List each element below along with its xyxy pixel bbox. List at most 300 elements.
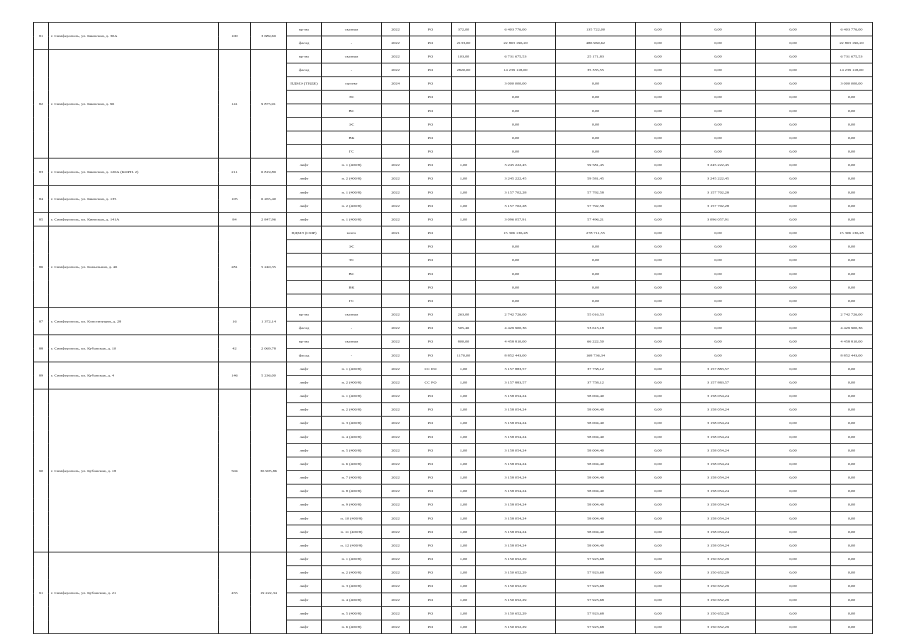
work-detail-cell: ВК bbox=[322, 280, 382, 294]
work-type-cell: лифт bbox=[287, 376, 322, 390]
fund-b-cell: 3 158 054,24 bbox=[681, 471, 756, 485]
total-cost-cell: 3 150 652,29 bbox=[476, 552, 556, 566]
fund-d-cell: 0,00 bbox=[831, 498, 873, 512]
work-detail-cell: п. 2 (400/8) bbox=[322, 403, 382, 417]
fund-b-cell: 0,00 bbox=[681, 253, 756, 267]
work-type-cell: кр-ма bbox=[287, 308, 322, 322]
fund-c-cell: 0,00 bbox=[756, 104, 831, 118]
volume-cell: 1,00 bbox=[452, 443, 476, 457]
address-cell: г. Симферополь, ул. Конституции, д. 28 bbox=[49, 308, 219, 335]
total-area: 3 689,69 bbox=[251, 22, 287, 49]
work-detail-cell: ГС bbox=[322, 294, 382, 308]
work-detail-cell: ВК bbox=[322, 131, 382, 145]
funding-source-cell: РО bbox=[410, 593, 452, 607]
fund-b-cell: 3 245 222,45 bbox=[681, 158, 756, 172]
year-cell: 2022 bbox=[382, 525, 410, 539]
volume-cell: 1,00 bbox=[452, 457, 476, 471]
total-cost-cell: 0,00 bbox=[476, 131, 556, 145]
cost-per-unit-cell: 135 722,00 bbox=[556, 22, 636, 36]
fund-a-cell: 0,00 bbox=[636, 294, 681, 308]
funding-source-cell: РО bbox=[410, 63, 452, 77]
fund-d-cell: 6 731 675,53 bbox=[831, 50, 873, 64]
year-cell: 2022 bbox=[382, 348, 410, 362]
year-cell bbox=[382, 267, 410, 281]
volume-cell: 2820,00 bbox=[452, 63, 476, 77]
year-cell: 2022 bbox=[382, 362, 410, 376]
total-cost-cell: 0,00 bbox=[476, 294, 556, 308]
fund-d-cell: 0,00 bbox=[831, 376, 873, 390]
year-cell: 2022 bbox=[382, 471, 410, 485]
volume-cell: 1,00 bbox=[452, 430, 476, 444]
work-type-cell: лифт bbox=[287, 362, 322, 376]
cost-per-unit-cell: 57 923,68 bbox=[556, 552, 636, 566]
volume-cell: 1,00 bbox=[452, 403, 476, 417]
total-cost-cell: 3 150 652,29 bbox=[476, 606, 556, 620]
work-type-cell: лифт bbox=[287, 430, 322, 444]
work-detail-cell: п. 5 (400/8) bbox=[322, 606, 382, 620]
year-cell: 2022 bbox=[382, 403, 410, 417]
apartments-count: 84 bbox=[219, 213, 251, 227]
fund-a-cell: 0,00 bbox=[636, 443, 681, 457]
fund-c-cell: 0,00 bbox=[756, 308, 831, 322]
work-type-cell: лифт bbox=[287, 213, 322, 227]
fund-a-cell: 0,00 bbox=[636, 620, 681, 634]
fund-b-cell: 0,00 bbox=[681, 77, 756, 91]
work-detail-cell: п. 8 (400/8) bbox=[322, 484, 382, 498]
work-detail-cell: п. 1 (400/8) bbox=[322, 362, 382, 376]
item-number: 87 bbox=[34, 308, 49, 335]
total-cost-cell: 3 245 222,45 bbox=[476, 158, 556, 172]
work-type-cell: лифт bbox=[287, 158, 322, 172]
fund-a-cell: 0,00 bbox=[636, 484, 681, 498]
year-cell: 2022 bbox=[382, 620, 410, 634]
fund-c-cell: 0,00 bbox=[756, 321, 831, 335]
fund-b-cell: 3 157 702,28 bbox=[681, 199, 756, 213]
total-cost-cell: 3 158 054,24 bbox=[476, 471, 556, 485]
fund-a-cell: 0,00 bbox=[636, 539, 681, 553]
fund-c-cell: 0,00 bbox=[756, 498, 831, 512]
fund-d-cell: 15 306 136,28 bbox=[831, 226, 873, 240]
fund-b-cell: 3 150 652,29 bbox=[681, 566, 756, 580]
table-row bbox=[34, 308, 873, 322]
cost-per-unit-cell: 58 004,40 bbox=[556, 443, 636, 457]
item-number: 86 bbox=[34, 226, 49, 307]
fund-d-cell: 8 852 443,00 bbox=[831, 348, 873, 362]
funding-source-cell: РО bbox=[410, 213, 452, 227]
work-type-cell: лифт bbox=[287, 443, 322, 457]
work-type-cell: лифт bbox=[287, 579, 322, 593]
fund-a-cell: 0,00 bbox=[636, 63, 681, 77]
funding-source-cell: РО bbox=[410, 620, 452, 634]
fund-a-cell: 0,00 bbox=[636, 525, 681, 539]
table-row bbox=[34, 389, 873, 403]
cost-per-unit-cell: 0,00 bbox=[556, 104, 636, 118]
fund-a-cell: 0,00 bbox=[636, 308, 681, 322]
year-cell: 2022 bbox=[382, 457, 410, 471]
item-number: 88 bbox=[34, 335, 49, 362]
item-number: 81 bbox=[34, 22, 49, 49]
fund-a-cell: 0,00 bbox=[636, 145, 681, 159]
cost-per-unit-cell: 0,00 bbox=[556, 145, 636, 159]
work-detail-cell: п. 2 (400/8) bbox=[322, 566, 382, 580]
funding-source-cell: СС РО bbox=[410, 362, 452, 376]
work-type-cell: фасад bbox=[287, 36, 322, 50]
cost-per-unit-cell: 278 711,55 bbox=[556, 226, 636, 240]
apartments-count: 146 bbox=[219, 362, 251, 389]
fund-d-cell: 4 458 810,00 bbox=[831, 335, 873, 349]
address-cell: г. Симферополь, ул. Кубанская, д. 4 bbox=[49, 362, 219, 389]
fund-a-cell: 0,00 bbox=[636, 131, 681, 145]
work-detail-cell: п. 11 (400/8) bbox=[322, 525, 382, 539]
work-type-cell: лифт bbox=[287, 552, 322, 566]
year-cell: 2022 bbox=[382, 511, 410, 525]
capital-repair-table bbox=[33, 22, 873, 634]
fund-b-cell: 3 158 054,24 bbox=[681, 430, 756, 444]
fund-b-cell: 3 158 054,24 bbox=[681, 511, 756, 525]
cost-per-unit-cell: 37 758,12 bbox=[556, 362, 636, 376]
volume-cell bbox=[452, 240, 476, 254]
fund-d-cell: 0,00 bbox=[831, 484, 873, 498]
total-cost-cell: 3 157 883,57 bbox=[476, 376, 556, 390]
funding-source-cell: РО bbox=[410, 348, 452, 362]
total-cost-cell: 3 158 054,24 bbox=[476, 498, 556, 512]
fund-b-cell: 3 158 054,24 bbox=[681, 525, 756, 539]
fund-a-cell: 0,00 bbox=[636, 593, 681, 607]
fund-d-cell: 0,00 bbox=[831, 362, 873, 376]
address-cell: г. Симферополь, ул. Киевская, д. 141А bbox=[49, 213, 219, 227]
fund-d-cell: 0,00 bbox=[831, 240, 873, 254]
funding-source-cell: РО bbox=[410, 484, 452, 498]
fund-a-cell: 0,00 bbox=[636, 606, 681, 620]
volume-cell: 1,00 bbox=[452, 566, 476, 580]
funding-source-cell: РО bbox=[410, 443, 452, 457]
funding-source-cell: РО bbox=[410, 185, 452, 199]
work-type-cell: фасад bbox=[287, 348, 322, 362]
work-type-cell: лифт bbox=[287, 185, 322, 199]
item-number: 85 bbox=[34, 213, 49, 227]
fund-a-cell: 0,00 bbox=[636, 185, 681, 199]
work-detail-cell: п. 12 (400/8) bbox=[322, 539, 382, 553]
total-cost-cell: 3 000 000,00 bbox=[476, 77, 556, 91]
work-detail-cell: п. 6 (400/8) bbox=[322, 457, 382, 471]
item-number: 82 bbox=[34, 50, 49, 159]
fund-b-cell: 0,00 bbox=[681, 335, 756, 349]
total-cost-cell: 4 458 810,00 bbox=[476, 335, 556, 349]
fund-a-cell: 0,00 bbox=[636, 22, 681, 36]
fund-a-cell: 0,00 bbox=[636, 403, 681, 417]
work-detail-cell: скатная bbox=[322, 22, 382, 36]
fund-c-cell: 0,00 bbox=[756, 471, 831, 485]
funding-source-cell: РО bbox=[410, 36, 452, 50]
table-row bbox=[34, 226, 873, 240]
cost-per-unit-cell: 0,00 bbox=[556, 77, 636, 91]
work-type-cell: лифт bbox=[287, 593, 322, 607]
fund-d-cell: 2 742 726,00 bbox=[831, 308, 873, 322]
apartments-count: 211 bbox=[219, 158, 251, 185]
funding-source-cell: РО bbox=[410, 321, 452, 335]
fund-c-cell: 0,00 bbox=[756, 90, 831, 104]
cost-per-unit-cell: 53 613,18 bbox=[556, 321, 636, 335]
work-type-cell bbox=[287, 117, 322, 131]
year-cell: 2022 bbox=[382, 50, 410, 64]
fund-a-cell: 0,00 bbox=[636, 213, 681, 227]
apartments-count: 42 bbox=[219, 335, 251, 362]
work-detail-cell: проект bbox=[322, 77, 382, 91]
volume-cell: 1,00 bbox=[452, 416, 476, 430]
work-type-cell bbox=[287, 104, 322, 118]
year-cell: 2022 bbox=[382, 606, 410, 620]
volume-cell bbox=[452, 117, 476, 131]
work-detail-cell: ТС bbox=[322, 253, 382, 267]
work-detail-cell: п. 1 (400/8) bbox=[322, 389, 382, 403]
volume-cell: 1,00 bbox=[452, 552, 476, 566]
cost-per-unit-cell: 58 004,40 bbox=[556, 430, 636, 444]
fund-c-cell: 0,00 bbox=[756, 253, 831, 267]
year-cell: 2022 bbox=[382, 158, 410, 172]
year-cell: 2021 bbox=[382, 226, 410, 240]
year-cell: 2024 bbox=[382, 77, 410, 91]
fund-a-cell: 0,00 bbox=[636, 253, 681, 267]
fund-b-cell: 0,00 bbox=[681, 104, 756, 118]
fund-c-cell: 0,00 bbox=[756, 416, 831, 430]
year-cell bbox=[382, 280, 410, 294]
volume-cell: 1,00 bbox=[452, 511, 476, 525]
apartments-count: 100 bbox=[219, 22, 251, 49]
fund-c-cell: 0,00 bbox=[756, 226, 831, 240]
funding-source-cell: РО bbox=[410, 90, 452, 104]
work-type-cell: лифт bbox=[287, 416, 322, 430]
cost-per-unit-cell: 168 736,34 bbox=[556, 348, 636, 362]
cost-per-unit-cell: 57 496,21 bbox=[556, 213, 636, 227]
volume-cell bbox=[452, 145, 476, 159]
work-type-cell: лифт bbox=[287, 539, 322, 553]
volume-cell: 1,00 bbox=[452, 525, 476, 539]
year-cell: 2022 bbox=[382, 36, 410, 50]
table-row bbox=[34, 185, 873, 199]
fund-b-cell: 0,00 bbox=[681, 294, 756, 308]
funding-source-cell: РО bbox=[410, 280, 452, 294]
fund-c-cell: 0,00 bbox=[756, 199, 831, 213]
fund-c-cell: 0,00 bbox=[756, 539, 831, 553]
fund-c-cell: 0,00 bbox=[756, 525, 831, 539]
year-cell bbox=[382, 104, 410, 118]
fund-d-cell: 22 893 196,20 bbox=[831, 36, 873, 50]
fund-a-cell: 0,00 bbox=[636, 104, 681, 118]
cost-per-unit-cell: 57 923,68 bbox=[556, 620, 636, 634]
fund-a-cell: 0,00 bbox=[636, 362, 681, 376]
fund-a-cell: 0,00 bbox=[636, 36, 681, 50]
fund-c-cell: 0,00 bbox=[756, 294, 831, 308]
fund-d-cell: 0,00 bbox=[831, 90, 873, 104]
fund-c-cell: 0,00 bbox=[756, 552, 831, 566]
work-detail-cell: п. 1 (400/8) bbox=[322, 158, 382, 172]
year-cell: 2022 bbox=[382, 552, 410, 566]
total-area: 9 875,91 bbox=[251, 50, 287, 159]
work-detail-cell: - bbox=[322, 348, 382, 362]
fund-c-cell: 0,00 bbox=[756, 362, 831, 376]
total-cost-cell: 22 893 196,20 bbox=[476, 36, 556, 50]
funding-source-cell: РО bbox=[410, 253, 452, 267]
table-row bbox=[34, 213, 873, 227]
fund-d-cell: 0,00 bbox=[831, 620, 873, 634]
total-cost-cell: 3 150 652,29 bbox=[476, 579, 556, 593]
work-detail-cell: ЭС bbox=[322, 90, 382, 104]
cost-per-unit-cell: 486 960,62 bbox=[556, 36, 636, 50]
fund-a-cell: 0,00 bbox=[636, 511, 681, 525]
fund-a-cell: 0,00 bbox=[636, 566, 681, 580]
work-detail-cell: ЭС bbox=[322, 240, 382, 254]
fund-b-cell: 3 245 222,45 bbox=[681, 172, 756, 186]
work-detail-cell: п. 7 (400/8) bbox=[322, 471, 382, 485]
cost-per-unit-cell: 57 923,68 bbox=[556, 606, 636, 620]
cost-per-unit-cell: 0,00 bbox=[556, 294, 636, 308]
fund-d-cell: 0,00 bbox=[831, 579, 873, 593]
fund-c-cell: 0,00 bbox=[756, 566, 831, 580]
fund-a-cell: 0,00 bbox=[636, 348, 681, 362]
total-cost-cell: 0,00 bbox=[476, 253, 556, 267]
year-cell: 2022 bbox=[382, 335, 410, 349]
fund-d-cell: 0,00 bbox=[831, 131, 873, 145]
fund-c-cell: 0,00 bbox=[756, 63, 831, 77]
table-row bbox=[34, 362, 873, 376]
fund-c-cell: 0,00 bbox=[756, 213, 831, 227]
funding-source-cell: РО bbox=[410, 50, 452, 64]
work-detail-cell: скатная bbox=[322, 335, 382, 349]
total-area: 6 819,89 bbox=[251, 158, 287, 185]
total-cost-cell: 0,00 bbox=[476, 90, 556, 104]
table-row bbox=[34, 22, 873, 36]
work-type-cell: лифт bbox=[287, 403, 322, 417]
work-detail-cell: п. 2 (400/8) bbox=[322, 376, 382, 390]
total-area: 2 069,78 bbox=[251, 335, 287, 362]
total-area: 5 240,35 bbox=[251, 226, 287, 307]
funding-source-cell: РО bbox=[410, 511, 452, 525]
work-detail-cell: п. 1 (400/8) bbox=[322, 213, 382, 227]
fund-c-cell: 0,00 bbox=[756, 185, 831, 199]
address-cell: г. Симферополь, ул. Ковыльная, д. 46 bbox=[49, 226, 219, 307]
total-cost-cell: 3 150 652,29 bbox=[476, 593, 556, 607]
fund-c-cell: 0,00 bbox=[756, 131, 831, 145]
fund-c-cell: 0,00 bbox=[756, 430, 831, 444]
cost-per-unit-cell: 58 004,40 bbox=[556, 471, 636, 485]
funding-source-cell: РО bbox=[410, 566, 452, 580]
cost-per-unit-cell: 58 004,40 bbox=[556, 511, 636, 525]
total-cost-cell: 0,00 bbox=[476, 267, 556, 281]
funding-source-cell: РО bbox=[410, 172, 452, 186]
fund-b-cell: 3 158 054,24 bbox=[681, 443, 756, 457]
total-cost-cell: 3 158 054,24 bbox=[476, 539, 556, 553]
volume-cell: 1,00 bbox=[452, 498, 476, 512]
total-cost-cell: 0,00 bbox=[476, 240, 556, 254]
fund-d-cell: 0,00 bbox=[831, 457, 873, 471]
total-area: 1 372,14 bbox=[251, 308, 287, 335]
year-cell: 2022 bbox=[382, 498, 410, 512]
work-detail-cell: п. 1 (400/8) bbox=[322, 552, 382, 566]
funding-source-cell: РО bbox=[410, 145, 452, 159]
fund-a-cell: 0,00 bbox=[636, 158, 681, 172]
volume-cell: 1,00 bbox=[452, 185, 476, 199]
fund-a-cell: 0,00 bbox=[636, 471, 681, 485]
funding-source-cell: РО bbox=[410, 579, 452, 593]
work-detail-cell: - bbox=[322, 321, 382, 335]
total-cost-cell: 3 157 702,28 bbox=[476, 199, 556, 213]
year-cell: 2022 bbox=[382, 199, 410, 213]
volume-cell bbox=[452, 90, 476, 104]
funding-source-cell: РО bbox=[410, 158, 452, 172]
total-cost-cell: 6 403 776,00 bbox=[476, 22, 556, 36]
fund-d-cell: 0,00 bbox=[831, 593, 873, 607]
fund-b-cell: 0,00 bbox=[681, 321, 756, 335]
fund-b-cell: 3 157 702,28 bbox=[681, 185, 756, 199]
fund-a-cell: 0,00 bbox=[636, 552, 681, 566]
total-cost-cell: 3 158 054,24 bbox=[476, 430, 556, 444]
total-cost-cell: 3 245 222,45 bbox=[476, 172, 556, 186]
year-cell: 2022 bbox=[382, 579, 410, 593]
fund-c-cell: 0,00 bbox=[756, 50, 831, 64]
fund-c-cell: 0,00 bbox=[756, 403, 831, 417]
fund-d-cell: 0,00 bbox=[831, 117, 873, 131]
work-detail-cell: п. 5 (400/8) bbox=[322, 443, 382, 457]
total-cost-cell: 3 158 054,24 bbox=[476, 443, 556, 457]
work-type-cell: лифт bbox=[287, 525, 322, 539]
apartments-count: 16 bbox=[219, 308, 251, 335]
fund-b-cell: 0,00 bbox=[681, 63, 756, 77]
work-detail-cell: п. 2 (400/8) bbox=[322, 199, 382, 213]
year-cell: 2022 bbox=[382, 566, 410, 580]
fund-d-cell: 0,00 bbox=[831, 606, 873, 620]
cost-per-unit-cell: 0,00 bbox=[556, 240, 636, 254]
cost-per-unit-cell: 55 016,53 bbox=[556, 308, 636, 322]
cost-per-unit-cell: 59 581,45 bbox=[556, 172, 636, 186]
total-cost-cell: 3 158 054,24 bbox=[476, 484, 556, 498]
total-area: 5 236,00 bbox=[251, 362, 287, 389]
work-type-cell bbox=[287, 145, 322, 159]
total-cost-cell: 6 731 675,53 bbox=[476, 50, 556, 64]
fund-c-cell: 0,00 bbox=[756, 77, 831, 91]
total-cost-cell: 3 157 702,28 bbox=[476, 185, 556, 199]
fund-a-cell: 0,00 bbox=[636, 267, 681, 281]
fund-c-cell: 0,00 bbox=[756, 511, 831, 525]
work-detail-cell: п. 2 (400/8) bbox=[322, 172, 382, 186]
cost-per-unit-cell: 0,00 bbox=[556, 117, 636, 131]
year-cell bbox=[382, 117, 410, 131]
work-type-cell: фасад bbox=[287, 321, 322, 335]
address-cell: г. Симферополь, ул. Киевская, д. 30А bbox=[49, 22, 219, 49]
cost-per-unit-cell: 66 222,50 bbox=[556, 335, 636, 349]
work-type-cell: лифт bbox=[287, 484, 322, 498]
year-cell: 2022 bbox=[382, 22, 410, 36]
year-cell: 2022 bbox=[382, 443, 410, 457]
fund-c-cell: 0,00 bbox=[756, 172, 831, 186]
total-area: 2 847,96 bbox=[251, 213, 287, 227]
fund-b-cell: 3 157 883,57 bbox=[681, 362, 756, 376]
work-detail-cell: ВС bbox=[322, 267, 382, 281]
work-type-cell bbox=[287, 267, 322, 281]
work-detail-cell: п. 4 (400/8) bbox=[322, 430, 382, 444]
fund-d-cell: 4 429 900,36 bbox=[831, 321, 873, 335]
fund-b-cell: 3 158 054,24 bbox=[681, 457, 756, 471]
cost-per-unit-cell: 0,00 bbox=[556, 131, 636, 145]
fund-a-cell: 0,00 bbox=[636, 335, 681, 349]
fund-a-cell: 0,00 bbox=[636, 172, 681, 186]
fund-c-cell: 0,00 bbox=[756, 158, 831, 172]
volume-cell: 1,00 bbox=[452, 362, 476, 376]
address-cell: г. Симферополь, ул. Кубанская, д. 10 bbox=[49, 335, 219, 362]
fund-c-cell: 0,00 bbox=[756, 457, 831, 471]
funding-source-cell: РО bbox=[410, 226, 452, 240]
total-cost-cell: 0,00 bbox=[476, 117, 556, 131]
cost-per-unit-cell: 58 004,40 bbox=[556, 525, 636, 539]
